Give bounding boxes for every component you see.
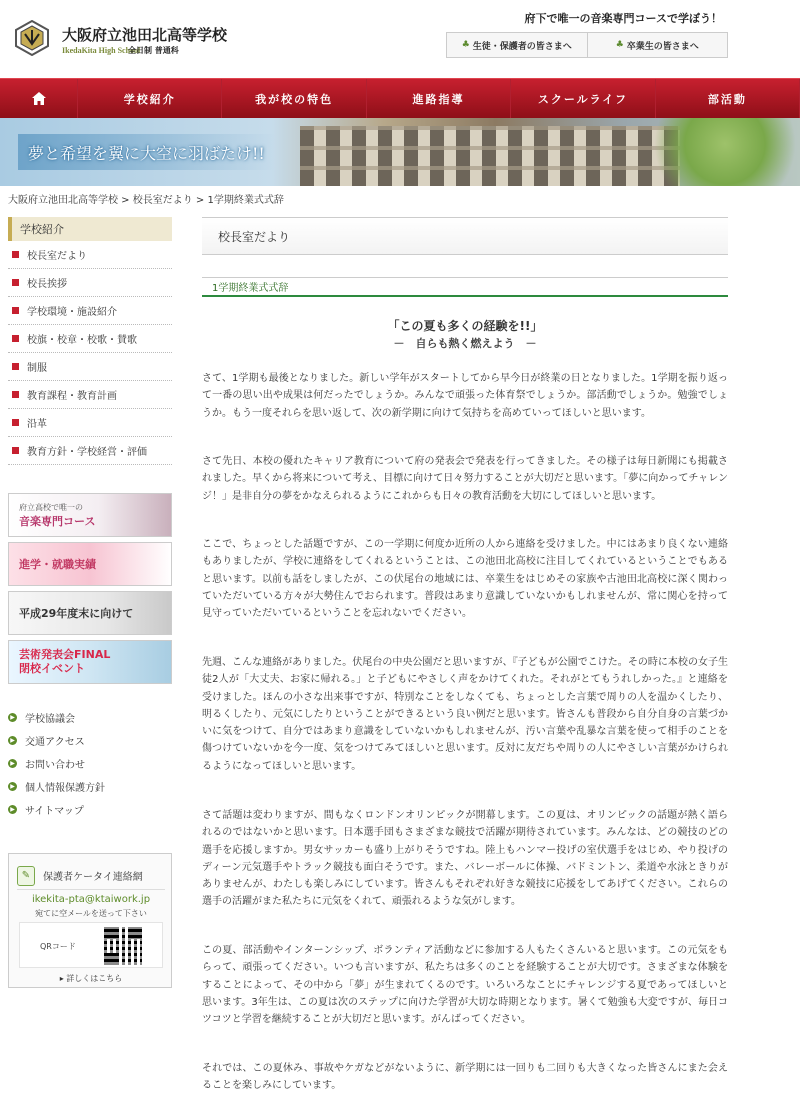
nav-clubs[interactable]: 部活動 — [656, 79, 800, 118]
arrow-right-icon: ▶ — [8, 736, 17, 745]
h29-banner[interactable] — [8, 591, 172, 635]
sidebar-item-facilities[interactable]: 学校環境・施設紹介 — [8, 297, 172, 325]
article-paragraph: さて先日、本校の優れたキャリア教育について府の発表会で発表を行ってきました。その様子は毎日新聞にも掲載されました。早くから将来について考え、目標に向けて日々努力することが大切だと思います。「夢に向かってチャレンジ！」是非自分の夢をかなえられるようにこれからも日々の教育活動を大切にしてほしいと思います。 — [202, 456, 728, 502]
sidebar-links — [8, 706, 172, 821]
hero-banner — [0, 118, 800, 186]
mobile-more-link[interactable]: ▸ 詳しくはこちら — [59, 974, 123, 983]
school-crest-icon[interactable] — [14, 20, 50, 56]
article-paragraph: 先週、こんな連絡がありました。伏尾台の中央公園だと思いますが、『子どもが公園でこけた。その時に本校の女子生徒2人が「大丈夫、お家に帰れる。」と子どもにやさしく声をかけてくれた。それがとてもうれしかった。』と連絡を受けました。ほんの小さな出来事ですが、特別なことをしなくても、ちょっとした言葉で周りの人を温かくしたり、明るくしたり、元気にしたりということができるという良い例だと思います。皆さんも普段から自分自身の言葉づかいに気をつけて、自分ではあまり意識をしていないかもしれませんが、汚い言葉や乱暴な言葉を使って相手のことを傷つけていないかを今一度、気をつけてみてほしいと思います。反対に友だちや周りの人にやさしい言葉がかけられるようになってほしいと思います。 — [202, 657, 728, 772]
mobile-contact-box — [8, 853, 172, 988]
sidebar-item-uniform[interactable]: 制服 — [8, 353, 172, 381]
nav-school-life[interactable]: スクールライフ — [511, 79, 655, 118]
school-course: 全日制 普通科 — [128, 45, 179, 55]
h29-banner-label: 平成29年度末に向けて — [19, 607, 134, 620]
nav-home[interactable] — [0, 79, 78, 118]
bullet-icon — [12, 391, 19, 398]
article-paragraph: ここで、ちょっとした話題ですが、この一学期に何度か近所の人から連絡を受けました。中にはあまり良くない連絡もありましたが、学校に連絡をしてくれるということは、この池田北高校に注目してくれているということでもあると思います。以前も話をしましたが、この伏尾台の地域には、卒業生をはじめその家族や古池田北高校に深く関わっていただいている方々が大勢住んでおられます。普段はあまり意識していないかもしれませんが、常に関心を持って見守っていただいているということを忘れないでください。 — [202, 539, 728, 620]
alumni-link[interactable]: ♣ 卒業生の皆さまへ — [587, 33, 728, 57]
career-results-banner[interactable] — [8, 542, 172, 586]
mobile-hint: 宛てに空メールを送って下さい — [35, 909, 147, 918]
link-school-council[interactable]: ▶ 学校協議会 — [8, 706, 172, 729]
header-tagline: 府下で唯一の音楽専門コースで学ぼう！ — [524, 12, 722, 25]
article-paragraph: さて話題は変わりますが、間もなくロンドンオリンピックが開幕します。この夏は、オリンピックの話題が熱く語られるのではないかと思います。日本選手団もさまざまな競技で活躍が期待されています。みんなは、どの競技のどの選手を応援しますか。男女サッカーも盛り上がりそうですね。陸上もハンマー投げの室伏選手をはじめ、やり投げのディーン元気選手やトラック競技も面白そうです。また、バレーボールに体操、バドミントン、柔道や水泳ときりがありませんが、わたしも楽しみにしています。皆さんもそれぞれ好きな競技に応援をしてあげてください。これらの選手の活躍がまた私たちに元気をくれて、頑張れるような気がします。 — [202, 810, 728, 908]
sidebar-menu — [8, 217, 172, 465]
nav-school-intro[interactable]: 学校紹介 — [78, 79, 222, 118]
page-title: 校長室だより — [202, 217, 728, 255]
qr-label: QRコード — [40, 942, 76, 951]
mobile-box-title — [17, 862, 165, 890]
sidebar-item-greeting[interactable]: 校長挨拶 — [8, 269, 172, 297]
arrow-right-icon: ▶ — [8, 713, 17, 722]
music-banner-label: 音楽専門コース — [19, 514, 96, 528]
nav-career[interactable]: 進路指導 — [367, 79, 511, 118]
article-paragraph: さて、1学期も最後となりました。新しい学年がスタートしてから早今日が終業の日となりました。1学期を振り返って一番の思い出や成果は何だったでしょうか。みんなで頑張った体育祭でしょうか。部活動でしょうか。勉強でしょうか。もう一度それらを思い返して、次の新学期に向けて気持ちを高めていってほしいと思います。 — [202, 373, 728, 419]
bullet-icon — [12, 251, 19, 258]
people-icon: ♣ — [615, 40, 624, 50]
link-contact[interactable]: ▶ お問い合わせ — [8, 752, 172, 775]
article-paragraph: この夏、部活動やインターンシップ、ボランティア活動などに参加する人もたくさんいると思います。この元気をもらって、頑張ってください。いつも言いますが、私たちは多くのことを経験することが大切です。さまざまな体験をすることによって、その中から「夢」が生まれてくるのです。いろいろなことにチャレンジする夏であってほしいと思います。3年生は、この夏は次のステップに向けた学習が大切な時期となります。暑くて勉強も大変ですが、毎日コツコツと学習を継続することが大切だと思います。がんばってください。 — [202, 945, 728, 1026]
mobile-title-text: 保護者ケータイ連絡網 — [43, 872, 143, 883]
sidebar-item-principal-news[interactable]: 校長室だより — [8, 241, 172, 269]
header-links — [446, 32, 728, 58]
music-banner-small: 府立高校で唯一の — [19, 502, 83, 512]
arrow-right-icon: ▶ — [8, 805, 17, 814]
article-subtitle: 1学期終業式式辞 — [202, 277, 728, 297]
bullet-icon — [12, 419, 19, 426]
global-nav — [0, 78, 800, 118]
music-course-banner[interactable] — [8, 493, 172, 537]
article-subheading: － 自らも熱く燃えよう － — [393, 337, 537, 350]
banner-slogan: 夢と希望を翼に大空に羽ばたけ!! — [18, 134, 275, 170]
bullet-icon — [12, 279, 19, 286]
sidebar-item-curriculum[interactable]: 教育課程・教育計画 — [8, 381, 172, 409]
event-banner-line1: 芸術発表会FINAL — [19, 648, 111, 662]
link-access[interactable]: ▶ 交通アクセス — [8, 729, 172, 752]
bullet-icon — [12, 447, 19, 454]
sidebar-item-emblem[interactable]: 校旗・校章・校歌・賛歌 — [8, 325, 172, 353]
link-privacy[interactable]: ▶ 個人情報保護方針 — [8, 775, 172, 798]
sidebar-item-history[interactable]: 沿革 — [8, 409, 172, 437]
career-banner-label: 進学・就職実績 — [19, 558, 96, 571]
school-name-en: IkedaKita High School — [62, 46, 141, 55]
site-header — [0, 0, 800, 78]
school-building-floors — [300, 126, 680, 186]
qr-panel — [19, 922, 163, 968]
breadcrumb[interactable]: 大阪府立池田北高等学校 > 校長室だより > 1学期終業式式辞 — [8, 195, 284, 206]
arrow-right-icon: ▶ — [8, 782, 17, 791]
article-heading: 「この夏も多くの経験を!!」 — [387, 319, 543, 333]
closing-event-banner[interactable] — [8, 640, 172, 684]
school-name[interactable]: 大阪府立池田北高等学校 — [62, 26, 228, 44]
people-icon: ♣ — [461, 40, 470, 50]
nav-features[interactable]: 我が校の特色 — [222, 79, 366, 118]
main-content — [202, 217, 728, 1092]
students-parents-link[interactable]: ♣ 生徒・保護者の皆さまへ — [461, 40, 572, 52]
sidebar-heading: 学校紹介 — [8, 217, 172, 241]
bullet-icon — [12, 363, 19, 370]
mobile-phone-icon: ✎ — [17, 866, 35, 886]
bullet-icon — [12, 335, 19, 342]
qr-code-icon — [104, 927, 142, 965]
bullet-icon — [12, 307, 19, 314]
arrow-right-icon: ▶ — [8, 759, 17, 768]
sidebar-item-policy[interactable]: 教育方針・学校経営・評価 — [8, 437, 172, 465]
tree-image — [640, 118, 800, 186]
home-icon — [32, 92, 46, 105]
article-paragraph: それでは、この夏休み、事故やケガなどがないように、新学期には一回りも二回りも大きくなった皆さんにまた会えることを楽しみにしています。 — [202, 1063, 728, 1092]
event-banner-line2: 閉校イベント — [19, 662, 85, 675]
mobile-email[interactable]: ikekita-pta@ktaiwork.jp — [31, 894, 151, 905]
link-sitemap[interactable]: ▶ サイトマップ — [8, 798, 172, 821]
